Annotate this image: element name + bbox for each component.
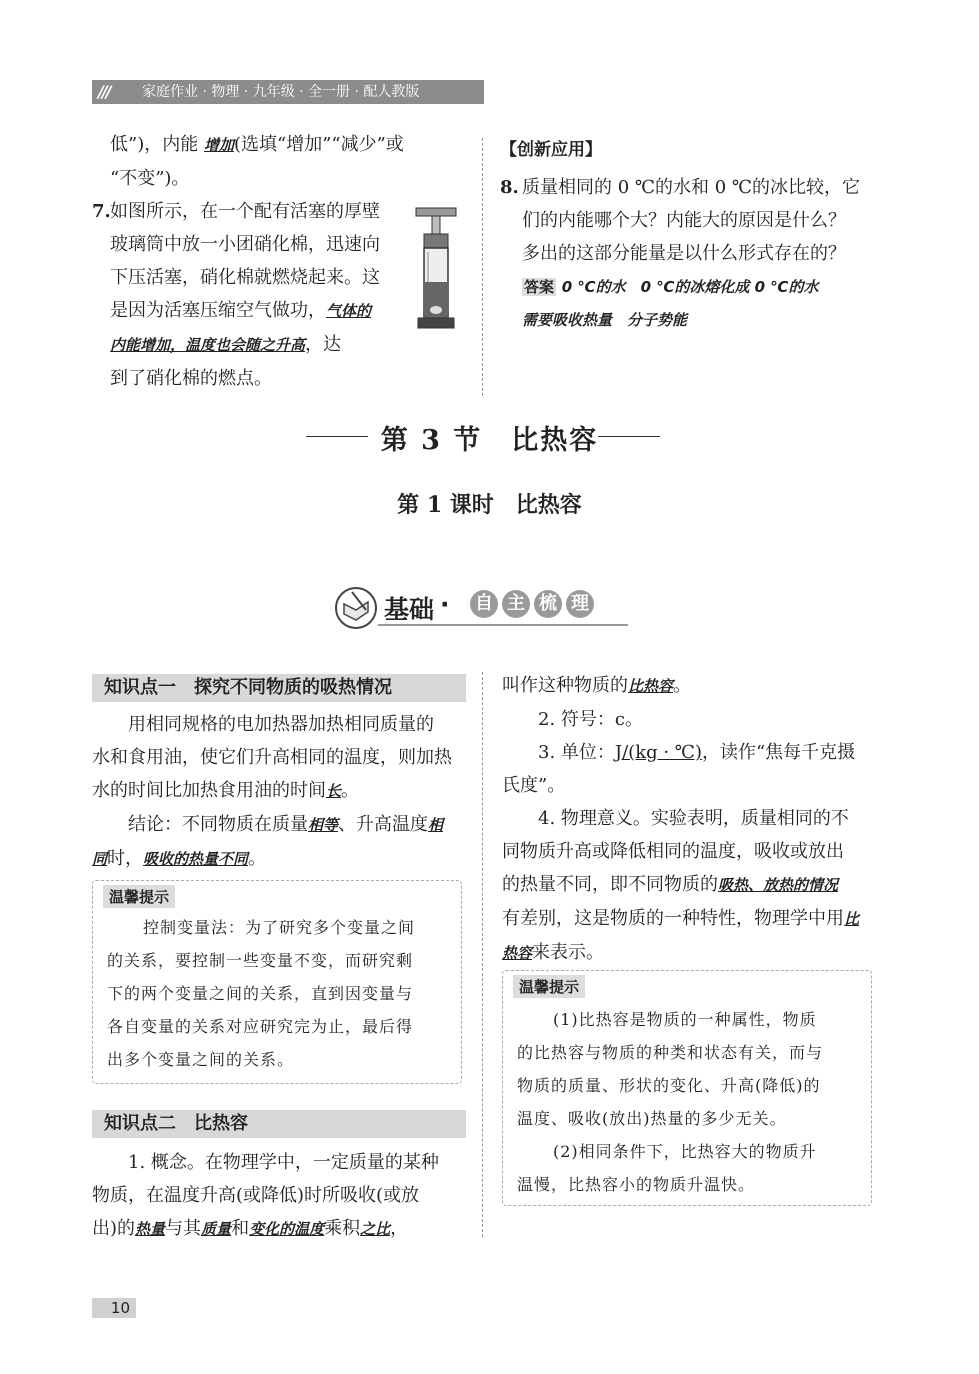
answer-fill: 变化的温度 — [249, 1220, 325, 1238]
banner-chip: 主 — [502, 590, 530, 618]
answer-fill: 气体的 — [326, 302, 372, 320]
section-heading-innovation: 【创新应用】 — [500, 140, 602, 160]
question-number: 7. — [92, 201, 111, 222]
tip-label: 温馨提示 — [103, 885, 175, 908]
answer-fill: 比热容 — [628, 677, 674, 695]
answer-fill: 同 — [92, 850, 108, 868]
column-divider — [482, 138, 483, 396]
right-mid-block: 叫作这种物质的比热容。 2. 符号：c。 3. 单位：J/(kg · ℃)，读作“焦每千克摄 氏度”。 4. 物理意义。实验表明，质量相同的不 同物质升高或降低相同的温度，吸收或放出 的热量不同，即不同物质的吸热、放热的情况 有差别，这是物质的一种特性，物理学中用比 热容来表示。 — [502, 675, 860, 963]
answer-fill: 内能增加，温度也会随之升高 — [110, 336, 306, 354]
answer-fill: 相 — [428, 816, 444, 834]
tip-label: 温馨提示 — [513, 975, 585, 998]
answer-fill: 吸热、放热的情况 — [718, 876, 839, 894]
banner-basics — [334, 584, 634, 634]
book-pen-icon — [334, 584, 378, 630]
answer-fill: 长 — [326, 782, 342, 800]
tip-box: 温馨提示 (1)比热容是物质的一种属性，物质 的比热容与物质的种类和状态有关，而与 物质的质量、形状的变化、升高(降低)的 温度、吸收(放出)热量的多少无关。 (2)相同条件下，比热容大的物质升 温慢，比热容小的物质升温快。 — [502, 970, 872, 1206]
answer-fill: 质量 — [201, 1220, 232, 1238]
answer-fill: 热量 — [135, 1220, 166, 1238]
answer-label: 答案 — [524, 278, 555, 296]
banner-underline — [378, 624, 628, 626]
banner-main-text: 基础 — [384, 595, 435, 624]
answer-fill: 比 — [844, 910, 860, 928]
right-top-block: 【创新应用】 8. 质量相同的 0 ℃的水和 0 ℃的冰比较，它 们的内能哪个大？内能大的原因是什么？ 多出的这部分能量是以什么形式存在的？ 答案 0 ℃的水 0 ℃的冰熔化成 0 ℃的水 需要吸收热量 分子势能 — [500, 134, 890, 337]
answer-fill: J/(kg · ℃) — [614, 742, 702, 763]
answer-fill: 热容 — [502, 944, 533, 962]
kp2-body: 1. 概念。在物理学中，一定质量的某种 物质，在温度升高(或降低)时所吸收(或放 出)的热量与其质量和变化的温度乘积之比， — [92, 1152, 439, 1239]
lesson-title: 第 1 课时 比热容 — [397, 492, 582, 518]
banner-chips — [470, 590, 594, 618]
banner-chip: 梳 — [534, 590, 562, 618]
column-divider — [482, 672, 483, 1237]
banner-dot: · — [440, 590, 450, 619]
knowledge-point-heading: 知识点一 探究不同物质的吸热情况 — [92, 674, 466, 702]
page-number: 10 — [92, 1298, 136, 1318]
header-slashes: /// — [98, 82, 110, 101]
tip-box: 温馨提示 控制变量法：为了研究多个变量之间 的关系，要控制一些变量不变，而研究剩 下的两个变量之间的关系，直到因变量与 各自变量的关系对应研究完为止，最后得 出多个变量之间的关系。 — [92, 880, 462, 1084]
answer-fill: 吸收的热量不同 — [143, 850, 249, 868]
page-header — [92, 80, 484, 104]
banner-chip: 理 — [566, 590, 594, 618]
knowledge-point-heading: 知识点二 比热容 — [92, 1110, 466, 1138]
answer-fill: 增加 — [203, 136, 234, 154]
banner-chip: 自 — [470, 590, 498, 618]
left-top-block: 低”)，内能 增加(选填“增加”“减少”或 “不变”)。 7. 如图所示，在一个配有活塞的厚壁 玻璃筒中放一小团硝化棉，迅速向 下压活塞，硝化棉就燃烧起来。这 是因为活塞压缩空气做功，气体的 内能增加，温度也会随之升高，达 到了硝化棉的燃点。 — [92, 134, 404, 389]
section-title: 第 3 节 比热容 — [380, 425, 599, 456]
answer-fill: 之比 — [360, 1220, 391, 1238]
piston-cylinder-figure — [412, 204, 462, 344]
answer-fill: 相等 — [308, 816, 339, 834]
header-title: 家庭作业 · 物理 · 九年级 · 全一册 · 配人教版 — [142, 84, 420, 100]
question-number: 8. — [500, 177, 519, 198]
kp1-body: 用相同规格的电加热器加热相同质量的 水和食用油，使它们升高相同的温度，则加热 水的时间比加热食用油的时间长。 结论：不同物质在质量相等、升高温度相 同时，吸收的热量不同。 — [92, 714, 452, 869]
title-rule-right — [598, 436, 660, 437]
